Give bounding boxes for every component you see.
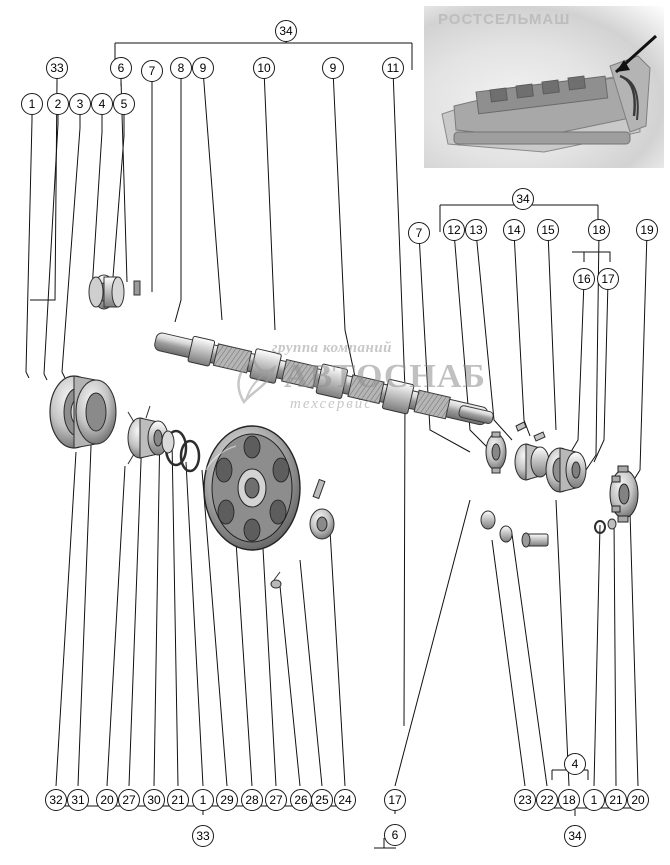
callout-1[interactable]: 1 <box>192 789 214 811</box>
callout-5[interactable]: 5 <box>113 93 135 115</box>
callout-29[interactable]: 29 <box>216 789 238 811</box>
callout-9[interactable]: 9 <box>322 57 344 79</box>
main-shaft <box>152 326 496 433</box>
callout-1[interactable]: 1 <box>21 93 43 115</box>
callout-12[interactable]: 12 <box>443 219 465 241</box>
callout-20[interactable]: 20 <box>627 789 649 811</box>
callout-9[interactable]: 9 <box>192 57 214 79</box>
right-bearing-block <box>515 444 549 480</box>
callout-17[interactable]: 17 <box>597 268 619 290</box>
callout-19[interactable]: 19 <box>636 219 658 241</box>
callout-4[interactable]: 4 <box>91 93 113 115</box>
callout-4[interactable]: 4 <box>564 753 586 775</box>
callout-15[interactable]: 15 <box>537 219 559 241</box>
callout-27[interactable]: 27 <box>118 789 140 811</box>
callout-18[interactable]: 18 <box>558 789 580 811</box>
callout-3[interactable]: 3 <box>69 93 91 115</box>
callout-33[interactable]: 33 <box>46 57 68 79</box>
callout-31[interactable]: 31 <box>67 789 89 811</box>
callout-20[interactable]: 20 <box>96 789 118 811</box>
callout-34[interactable]: 34 <box>512 188 534 210</box>
callout-28[interactable]: 28 <box>241 789 263 811</box>
shaft-hub-assembly <box>128 406 168 464</box>
callout-6[interactable]: 6 <box>110 57 132 79</box>
callout-6[interactable]: 6 <box>384 824 406 846</box>
callout-30[interactable]: 30 <box>143 789 165 811</box>
callout-21[interactable]: 21 <box>605 789 627 811</box>
callout-18[interactable]: 18 <box>588 219 610 241</box>
watermark-line1: группа компаний <box>272 340 393 356</box>
small-bearing <box>310 480 334 539</box>
callout-25[interactable]: 25 <box>311 789 333 811</box>
shaft-left-bearing <box>89 275 140 309</box>
watermark-line2: АВТОСНАБ <box>284 358 486 395</box>
fastener-set-right <box>481 511 616 547</box>
key-pin-set <box>516 422 545 441</box>
callout-27[interactable]: 27 <box>265 789 287 811</box>
callout-13[interactable]: 13 <box>465 219 487 241</box>
callout-34[interactable]: 34 <box>564 825 586 847</box>
right-hub-flange <box>546 448 586 492</box>
callout-7[interactable]: 7 <box>141 60 163 82</box>
right-sprocket-small <box>486 432 506 473</box>
callout-16[interactable]: 16 <box>573 268 595 290</box>
callout-34[interactable]: 34 <box>275 20 297 42</box>
washer-ring-set <box>162 431 199 471</box>
callout-33[interactable]: 33 <box>192 825 214 847</box>
callout-8[interactable]: 8 <box>170 57 192 79</box>
callout-32[interactable]: 32 <box>45 789 67 811</box>
callout-10[interactable]: 10 <box>253 57 275 79</box>
svg-text:РОСТСЕЛЬМАШ: РОСТСЕЛЬМАШ <box>438 11 571 28</box>
callout-7[interactable]: 7 <box>408 222 430 244</box>
leader-lines-right <box>419 200 647 486</box>
combine-harvester-photo <box>424 6 664 168</box>
callout-21[interactable]: 21 <box>167 789 189 811</box>
watermark-line3: техсервис <box>290 396 373 412</box>
callout-17[interactable]: 17 <box>384 789 406 811</box>
callout-26[interactable]: 26 <box>290 789 312 811</box>
bearing-housing-left <box>50 376 116 448</box>
callout-11[interactable]: 11 <box>382 57 404 79</box>
callout-1[interactable]: 1 <box>583 789 605 811</box>
callout-23[interactable]: 23 <box>514 789 536 811</box>
callout-24[interactable]: 24 <box>334 789 356 811</box>
callout-22[interactable]: 22 <box>536 789 558 811</box>
drive-pulley <box>204 426 300 588</box>
right-sprocket-large <box>610 466 638 522</box>
callout-2[interactable]: 2 <box>47 93 69 115</box>
callout-14[interactable]: 14 <box>503 219 525 241</box>
